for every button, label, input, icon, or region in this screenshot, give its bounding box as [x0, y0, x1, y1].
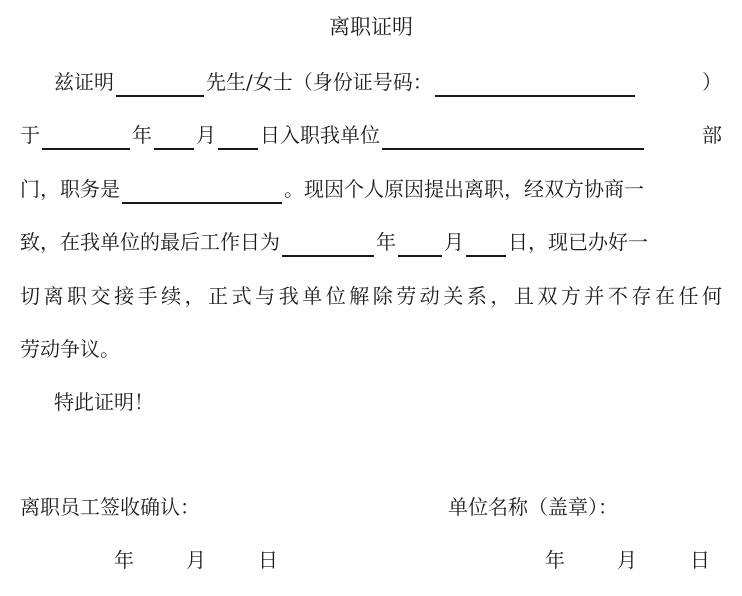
text-resign-reason: 。现因个人原因提出离职，经双方协商一: [284, 177, 644, 201]
department-blank[interactable]: [382, 128, 644, 150]
paragraph-line-1: [54, 67, 722, 97]
text-mr-ms-id: 先生/女士（身份证号码：: [206, 70, 433, 94]
last-year-blank[interactable]: [282, 235, 374, 257]
text-year-2: 年: [376, 230, 396, 254]
text-on: 于: [20, 123, 40, 147]
text-last-workday: 致，在我单位的最后工作日为: [20, 230, 280, 254]
text-close-paren: ）: [702, 70, 722, 94]
text-day-joined: 日入职我单位: [260, 123, 380, 147]
employee-sign-label: 离职员工签收确认：: [20, 495, 200, 519]
employee-date-day: 日: [258, 548, 278, 572]
company-date-month: 月: [617, 548, 637, 572]
paragraph-line-3: [20, 174, 722, 204]
text-month-2: 月: [444, 230, 464, 254]
text-dept-part1: 部: [702, 123, 722, 147]
paragraph-line-2: [20, 120, 722, 150]
employee-date-month: 月: [186, 548, 206, 572]
last-month-blank[interactable]: [398, 235, 442, 257]
employee-date-year: 年: [114, 548, 134, 572]
company-sign-label: 单位名称（盖章）：: [448, 495, 618, 519]
position-blank[interactable]: [122, 182, 282, 204]
text-year: 年: [132, 123, 152, 147]
join-month-blank[interactable]: [154, 128, 194, 150]
text-dept-position: 门，职务是: [20, 177, 120, 201]
text-day-handover: 日，现已办好一: [508, 230, 648, 254]
closing-text: 特此证明！: [54, 390, 154, 414]
id-number-blank[interactable]: [435, 75, 635, 97]
paragraph-line-5: 切离职交接手续，正式与我单位解除劳动关系，且双方并不存在任何: [20, 284, 722, 308]
join-day-blank[interactable]: [218, 128, 258, 150]
paragraph-line-6: 劳动争议。: [20, 337, 120, 361]
text-certify: 兹证明: [54, 70, 114, 94]
join-year-blank[interactable]: [42, 128, 130, 150]
company-date-day: 日: [690, 548, 710, 572]
last-day-blank[interactable]: [466, 235, 506, 257]
name-blank[interactable]: [116, 75, 204, 97]
text-month: 月: [196, 123, 216, 147]
document-title: 离职证明: [329, 15, 413, 39]
paragraph-line-4: [20, 227, 722, 257]
company-date-year: 年: [545, 548, 565, 572]
